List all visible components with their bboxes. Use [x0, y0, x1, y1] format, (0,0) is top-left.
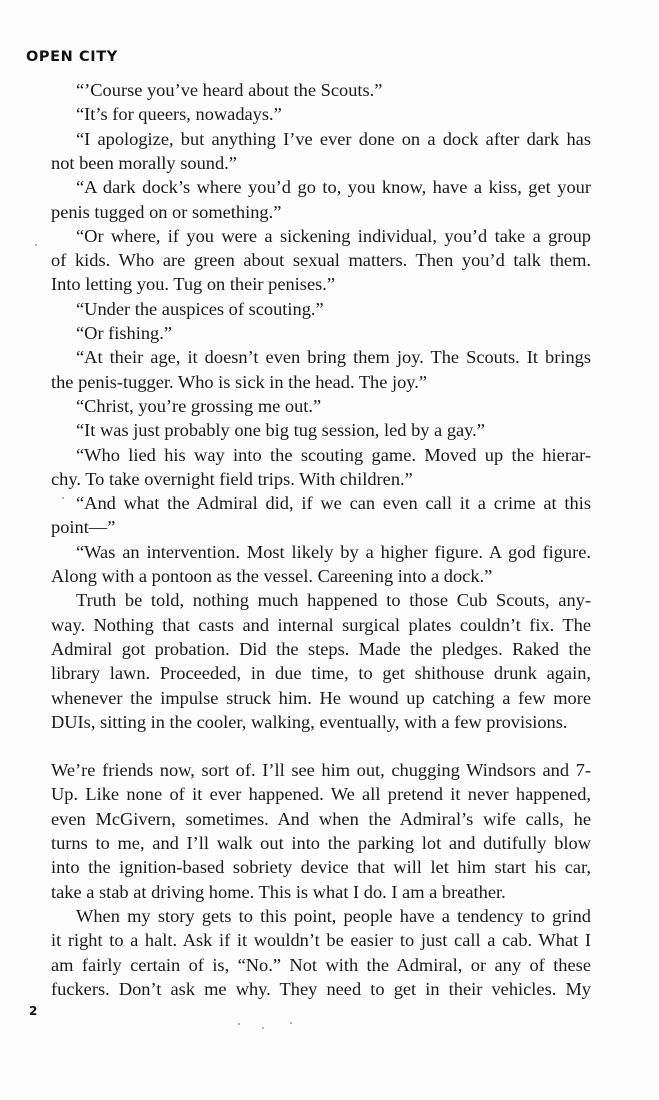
text-line: turns to me, and I’ll walk out into the parking lot and dutifully blow [51, 833, 591, 853]
text-line: “It was just probably one big tug session, led by a gay.” [76, 420, 485, 441]
text-line: into the ignition-based sobriety device that will let him start his car, [51, 857, 591, 878]
text-line: it right to a halt. Ask if it wouldn’t be easier to just call a cab. What I [51, 930, 591, 951]
text-line: “Was an intervention. Most likely by a higher figure. A god figure. [76, 541, 591, 562]
text-line: “Or fishing.” [76, 323, 173, 343]
text-line: fuckers. Don’t ask me why. They need to get in their vehicles. My [51, 978, 591, 999]
text-line: “I apologize, but anything I’ve ever done on a dock after dark has [76, 128, 591, 149]
text-line: “At their age, it doesn’t even bring them joy. The Scouts. It brings [76, 347, 591, 368]
text-line: We’re friends now, sort of. I’ll see him out, chugging Windsors and 7- [51, 760, 591, 781]
text-line: Admiral got probation. Did the steps. Made the pledges. Raked the [51, 638, 591, 659]
text-line: way. Nothing that casts and internal surgical plates couldn’t fix. The [51, 614, 591, 635]
text-line: “Who lied his way into the scouting game. Moved up the hierar- [76, 444, 591, 465]
scan-speck [35, 244, 37, 246]
text-line: take a stab at driving home. This is what I do. I am a breather. [51, 881, 506, 902]
text-line: “And what the Admiral did, if we can even call it a crime at this [76, 493, 591, 514]
text-line: “Or where, if you were a sickening individual, you’d take a group [76, 225, 591, 246]
text-line: “Christ, you’re grossing me out.” [76, 395, 322, 416]
text-line: Into letting you. Tug on their penises.” [51, 274, 336, 295]
scan-speck [262, 1027, 264, 1029]
text-line: whenever the impulse struck him. He wound up catching a few more [51, 687, 591, 708]
text-line: DUIs, sitting in the cooler, walking, eventually, with a few provisions. [51, 711, 568, 732]
text-line: penis tugged on or something.” [51, 201, 282, 222]
text-line: “Under the auspices of scouting.” [76, 298, 324, 319]
running-header: OPEN CITY [26, 49, 118, 65]
text-line: not been morally sound.” [51, 152, 237, 173]
scan-speck [62, 497, 64, 499]
scan-speck [238, 1023, 240, 1025]
text-line: “’Course you’ve heard about the Scouts.” [76, 80, 383, 100]
text-line: Truth be told, nothing much happened to those Cub Scouts, any- [76, 590, 591, 611]
page-number: 2 [29, 1004, 38, 1018]
text-line: am fairly certain of is, “No.” Not with the Admiral, or any of these [51, 954, 591, 975]
text-line: point—” [51, 517, 116, 538]
scan-speck [290, 1022, 292, 1024]
text-line: “It’s for queers, nowadays.” [76, 104, 282, 125]
text-line: library lawn. Proceeded, in due time, to get shithouse drunk again, [51, 663, 591, 684]
text-line: chy. To take overnight field trips. With children.” [51, 468, 413, 489]
text-line: “A dark dock’s where you’d go to, you know, have a kiss, get your [76, 177, 591, 198]
text-line: even McGivern, sometimes. And when the Admiral’s wife calls, he [51, 808, 591, 829]
text-line: When my story gets to this point, people have a tendency to grind [76, 905, 591, 926]
text-line: Up. Like none of it ever happened. We all pretend it never happened, [51, 784, 591, 805]
text-line: the penis-tugger. Who is sick in the head. The joy.” [51, 371, 428, 392]
text-line: of kids. Who are green about sexual matters. Then you’d talk them. [51, 250, 591, 271]
text-line: Along with a pontoon as the vessel. Careening into a dock.” [51, 566, 493, 586]
